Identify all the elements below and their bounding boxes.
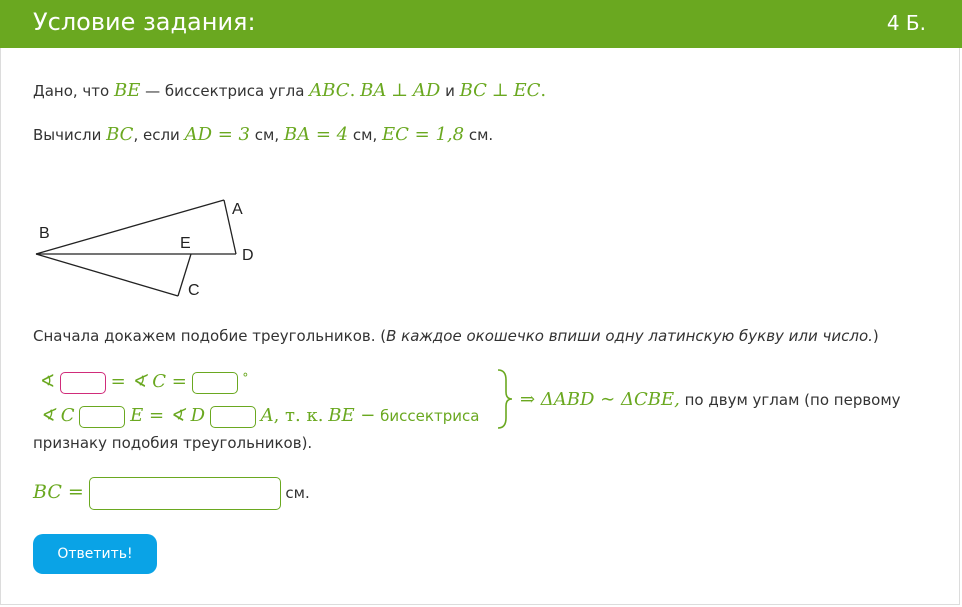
- segment-bc: [36, 254, 178, 296]
- line1-eq: = ∢ C =: [110, 371, 187, 392]
- line2-a: A: [260, 405, 274, 426]
- given-end: .: [540, 80, 547, 101]
- given-perp-1: ⊥: [391, 80, 409, 101]
- proof-conclusion: [520, 389, 901, 410]
- find-line: [33, 124, 493, 145]
- given-dot: .: [349, 80, 356, 101]
- submit-button[interactable]: Ответить!: [33, 534, 157, 574]
- task-points: 4 Б.: [886, 11, 926, 35]
- find-text-1: Вычисли: [33, 126, 102, 144]
- proof-intro: [33, 327, 879, 345]
- task-title: Условие задания:: [33, 8, 256, 36]
- answer-unit: см.: [285, 484, 310, 502]
- angle-symbol-1: ∢: [40, 371, 56, 392]
- angle-1-input[interactable]: [60, 372, 106, 394]
- find-eq-ec: EC = 1,8: [382, 124, 465, 145]
- angle-value-input[interactable]: [192, 372, 238, 394]
- proof-intro-text: Сначала докажем подобие треугольников. (: [33, 327, 387, 345]
- proof-line-2: [40, 405, 479, 428]
- given-be: BE: [114, 80, 141, 101]
- label-d: D: [242, 247, 254, 264]
- angle-2-middle-input[interactable]: [79, 406, 125, 428]
- line2-e: E = ∢ D: [130, 405, 206, 426]
- given-ba: BA: [360, 80, 387, 101]
- label-e: E: [180, 235, 191, 252]
- line2-bisector: биссектриса: [380, 407, 480, 425]
- right-brace: [495, 368, 515, 430]
- conclusion-text-2: признаку подобия треугольников).: [33, 434, 313, 452]
- answer-label: BC =: [33, 481, 84, 503]
- given-bc: BC: [459, 80, 487, 101]
- angle-3-middle-input[interactable]: [210, 406, 256, 428]
- line2-reason: , т. к.: [273, 405, 324, 426]
- proof-line-1: [40, 371, 248, 394]
- conclusion-text: по двум углам (по первому: [679, 391, 901, 409]
- given-ec: EC: [513, 80, 541, 101]
- given-line: [33, 80, 546, 101]
- label-c: C: [188, 282, 200, 299]
- conclusion-math: ⇒ ΔABD ∼ ΔCBE,: [520, 389, 680, 410]
- proof-intro-italic: В каждое окошечко впиши одну латинскую букву или число.: [386, 327, 873, 345]
- degree-sign: °: [242, 371, 249, 385]
- line2-be: BE −: [328, 405, 376, 426]
- given-text-2: — биссектриса угла: [145, 82, 305, 100]
- triangle-figure: [30, 190, 270, 305]
- given-and: и: [445, 82, 455, 100]
- proof-conclusion-2: [33, 434, 312, 452]
- task-header: [0, 0, 962, 48]
- segment-ba: [36, 200, 224, 254]
- bc-answer-input[interactable]: [89, 477, 281, 510]
- answer-line: [33, 477, 310, 510]
- find-eq-ad: AD = 3: [184, 124, 251, 145]
- given-abc: ABC: [309, 80, 350, 101]
- line2-angle-c: ∢ C: [40, 405, 75, 426]
- find-text-2: , если: [133, 126, 180, 144]
- find-cm-3: см.: [464, 126, 494, 144]
- find-cm-1: см,: [250, 126, 280, 144]
- label-b: B: [39, 225, 50, 242]
- given-perp-2: ⊥: [491, 80, 509, 101]
- find-eq-ba: BA = 4: [283, 124, 349, 145]
- find-bc: BC: [106, 124, 134, 145]
- given-text-1: Дано, что: [33, 82, 110, 100]
- label-a: A: [232, 201, 243, 218]
- proof-intro-end: ): [872, 327, 879, 345]
- find-cm-2: см,: [348, 126, 378, 144]
- given-ad: AD: [412, 80, 441, 101]
